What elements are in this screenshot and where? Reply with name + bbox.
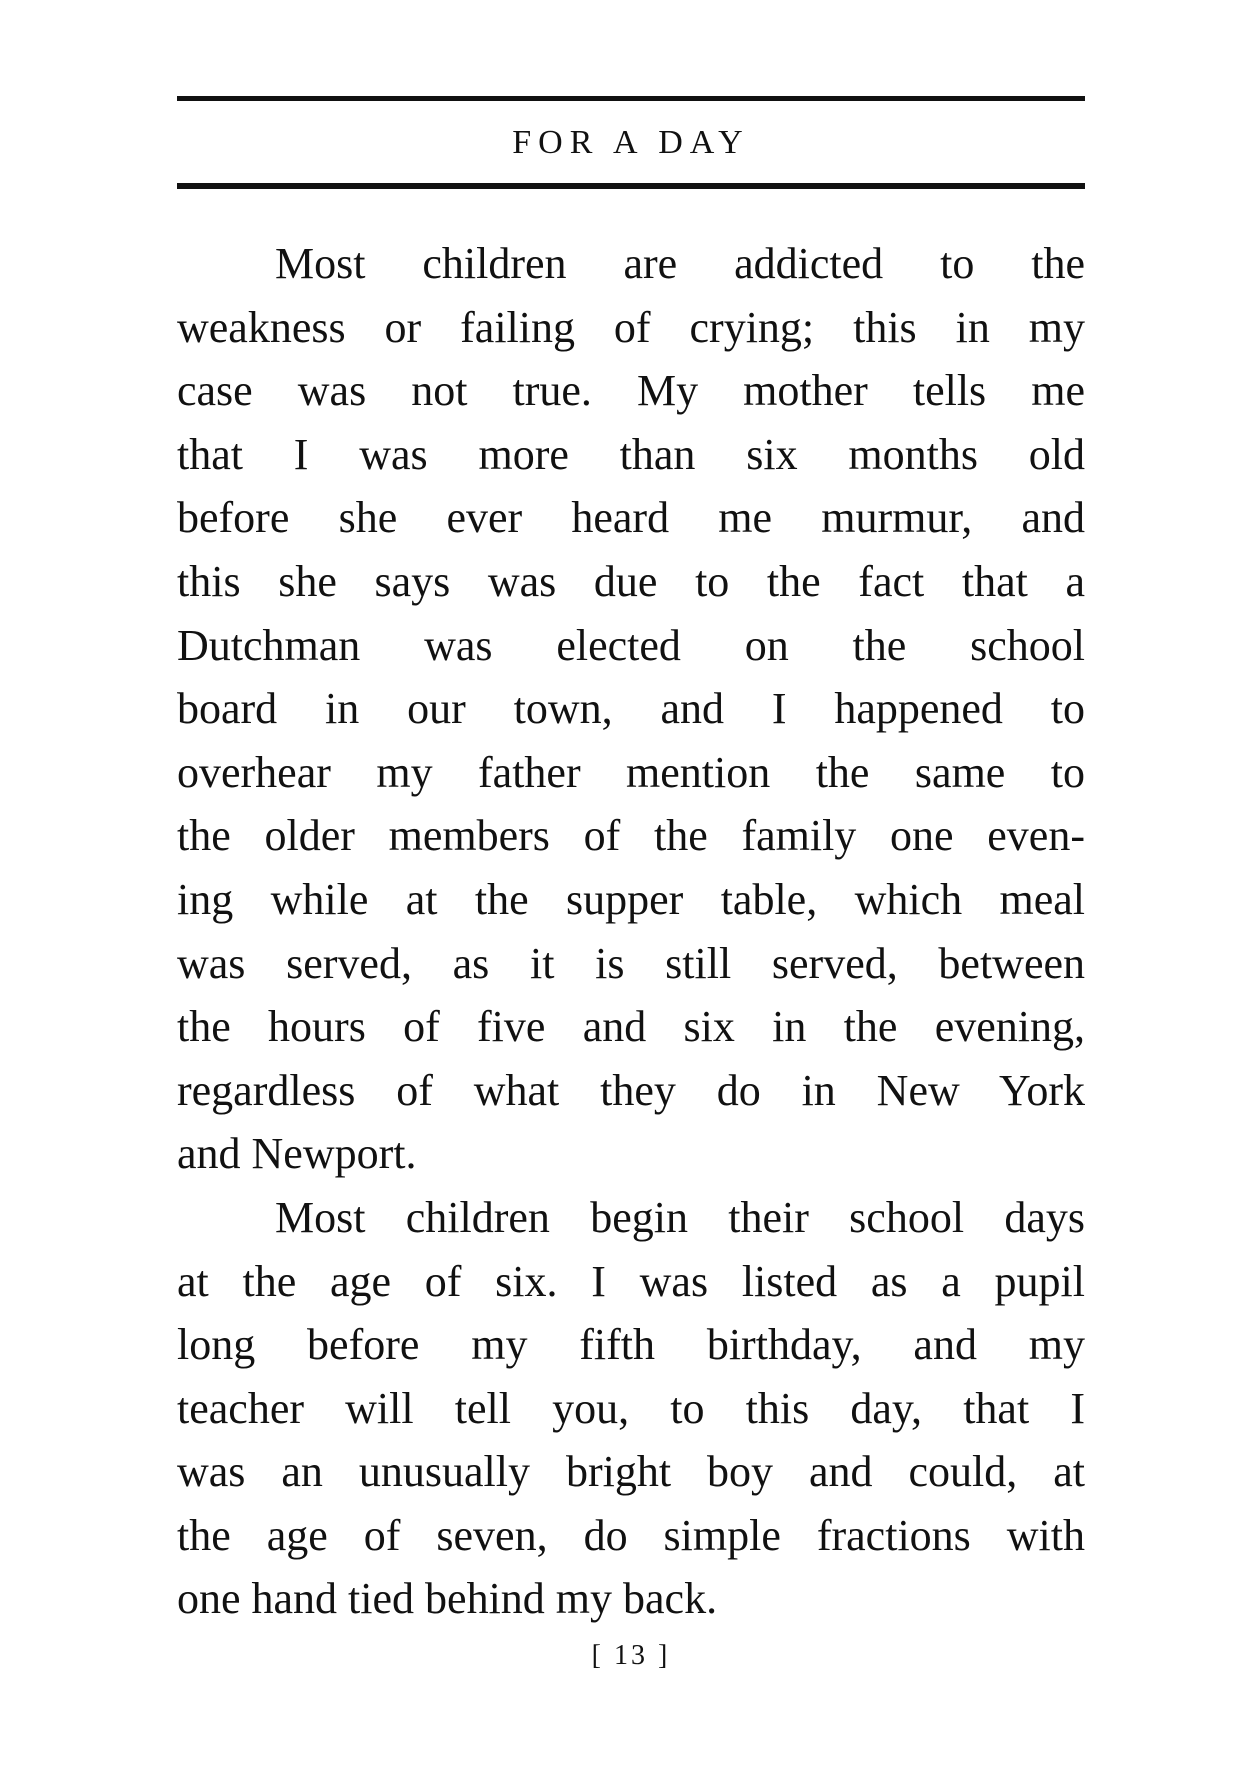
header-rule-bottom (177, 183, 1085, 189)
paragraph-1 (177, 232, 1085, 1186)
text-line: Most children are addicted to the (275, 239, 1085, 288)
text-line: weakness or failing of crying; this in my (177, 302, 1085, 352)
text-line: case was not true. My mother tells me (177, 366, 1085, 416)
text-line: Dutchman was elected on the school (177, 620, 1085, 670)
text-line: one hand tied behind my back. (177, 1574, 718, 1624)
text-line: board in our town, and I happened to (177, 684, 1085, 734)
text-line: that I was more than six months old (177, 429, 1085, 479)
text-line: and Newport. (177, 1129, 417, 1179)
text-line: Most children begin their school days (275, 1192, 1085, 1242)
running-head: FOR A DAY (512, 124, 750, 161)
text-line: teacher will tell you, to this day, that I (177, 1383, 1085, 1433)
body-text (177, 232, 1085, 1631)
paragraph-2 (177, 1186, 1085, 1631)
text-line: the hours of five and six in the evening, (177, 1002, 1085, 1052)
text-line: before she ever heard me murmur, and (177, 493, 1085, 543)
text-line: regardless of what they do in New York (177, 1065, 1085, 1115)
text-line: the older members of the family one even- (177, 811, 1085, 861)
text-line: overhear my father mention the same to (177, 747, 1085, 797)
text-line: was served, as it is still served, between (177, 938, 1085, 988)
text-line: the age of seven, do simple fractions with (177, 1510, 1085, 1560)
text-line: at the age of six. I was listed as a pupil (177, 1256, 1085, 1306)
text-line: ing while at the supper table, which meal (177, 874, 1085, 924)
text-line: long before my fifth birthday, and my (177, 1320, 1085, 1370)
text-line: was an unusually bright boy and could, at (177, 1447, 1085, 1497)
header-rule-top (177, 96, 1085, 101)
text-line: this she says was due to the fact that a (177, 556, 1085, 606)
page-number: [ 13 ] (591, 1640, 671, 1671)
